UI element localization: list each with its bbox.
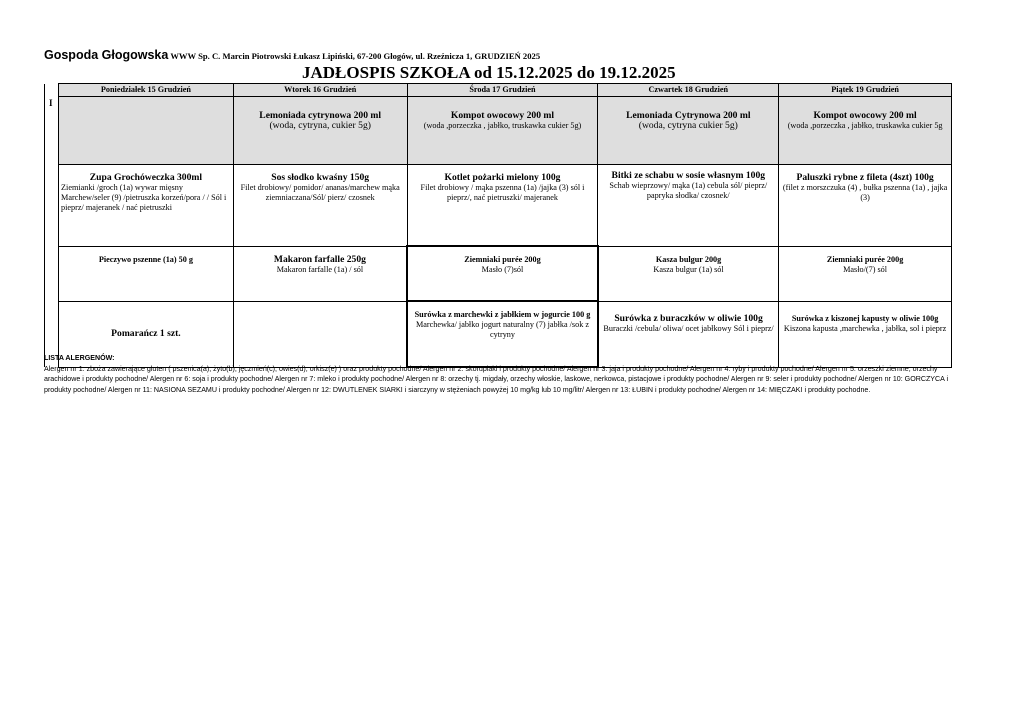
side-cell-mon (59, 246, 234, 301)
extra-title: Surówka z kiszonej kapusty w oliwie 100g (791, 313, 939, 323)
extra-desc: Marchewka/ jabłko jogurt naturalny (7) jabłka /sok z cytryny (415, 320, 589, 339)
day-header-mon: Poniedziałek 15 Grudzień (59, 84, 234, 97)
allergen-list (44, 353, 964, 395)
drink-cell-wed (407, 97, 598, 165)
side-title: Makaron farfalle 250g (273, 253, 366, 265)
main-cell-tue (233, 165, 407, 247)
side-desc: Kasza bulgur (1a) sól (653, 264, 724, 274)
menu-table (44, 83, 952, 368)
drink-cell-thu (598, 97, 779, 165)
main-title: Sos słodko kwaśny 150g (271, 172, 370, 183)
main-desc: Filet drobiowy / mąka pszenna (1a) /jajka (3) sól i pieprz/, nać pietruszki/ majeranek (420, 183, 585, 202)
side-desc: Makaron farfalle (1a) / sól (276, 264, 364, 274)
week-marker (45, 84, 59, 368)
brand-name: Gospoda Głogowska (44, 48, 169, 62)
drink-row (45, 97, 952, 165)
main-title: Paluszki rybne z fileta (4szt) 100g (796, 172, 934, 183)
main-dish-row (45, 165, 952, 247)
drink-title: Kompot owocowy 200 ml (450, 110, 555, 121)
side-title: Pieczywo pszenne (1a) 50 g (98, 254, 193, 264)
side-cell-thu (598, 246, 779, 301)
document-header (44, 46, 540, 64)
drink-title: Lemoniada Cytrynowa 200 ml (626, 110, 751, 121)
main-cell-mon (59, 165, 234, 247)
drink-title: Kompot owocowy 200 ml (813, 110, 917, 121)
extra-desc: Kiszona kapusta ,marchewka , jabłka, sol i pieprz (783, 323, 947, 333)
extra-title: Pomarańcz 1 szt. (111, 328, 181, 339)
main-title: Zupa Grochóweczka 300ml (89, 172, 203, 183)
main-cell-wed (407, 165, 598, 247)
main-cell-thu (598, 165, 779, 247)
drink-desc: (woda ,porzeczka , jabłko, truskawka cukier 5g) (423, 121, 582, 130)
allergen-text: Alergen nr 1: zboża zawierające gluten ( pszenica(a), żyto(b), jęczmień(c), owies(d), orkisz(e) ) oraz produkty pochodne/ Alergen nr 2: skorupiaki i produkty pochodne/ Alergen nr 3: jaja i produkty pochodne/ Alergen nr 4: ryby i produkty pochodne/ Alergen nr 5: orzeszki ziemne, orzechy arachidowe i produkty pochodne/ Alergen nr 6: soja i produkty pochodne/ Alergen nr 7: mleko i produkty pochodne/ Alergen nr 8: orzechy tj. migdały, orzechy włoskie, laskowe, nerkowca, pistacjowe i produkty pochodne/ Alergen nr 9: seler i produkty pochodne/ Alergen nr 10: GORCZYCA i produkty pochodne/ Alergen nr 11: NASIONA SEZAMU i produkty pochodne/ Alergen nr 12: DWUTLENEK SIARKI i siarczyny w stężeniach powyżej 10 mg/kg lub 10 mg/litr/ Alergen nr 13: ŁUBIN i produkty pochodne/ Alergen nr 14: MIĘCZAKI i produkty pochodne. (44, 364, 949, 394)
drink-cell-mon (59, 97, 234, 165)
side-cell-tue (233, 246, 407, 301)
drink-cell-fri (779, 97, 952, 165)
side-cell-fri (779, 246, 952, 301)
side-title: Ziemniaki purée 200g (826, 254, 904, 264)
main-desc: Filet drobiowy/ pomidor/ ananas/marchew mąka ziemniaczana/Sól/ pierz/ czosnek (240, 183, 400, 202)
side-dish-row (45, 246, 952, 301)
day-header-tue: Wtorek 16 Grudzień (233, 84, 407, 97)
side-desc: Masło (7)sól (481, 265, 524, 274)
drink-desc: (woda ,porzeczka , jabłko, truskawka cukier 5g (787, 121, 943, 130)
day-header-fri: Piątek 19 Grudzień (779, 84, 952, 97)
allergen-heading: LISTA ALERGENÓW: (44, 354, 115, 362)
company-info: WWW Sp. C. Marcin Piotrowski Łukasz Lipiński, 67-200 Głogów, ul. Rzeźnicza 1, GRUDZIEŃ 2025 (168, 51, 541, 61)
side-title: Ziemniaki purée 200g (464, 255, 541, 264)
side-title: Kasza bulgur 200g (655, 254, 722, 264)
main-desc: (filet z morszczuka (4) , bułka pszenna (1a) , jajka (3) (782, 183, 948, 202)
main-desc: Ziemianki /groch (1a) wywar mięsny Marchew/seler (9) /pietruszka korzeń/pora / / Sól i pieprz/ majeranek / nać pietruszki (61, 183, 227, 212)
main-desc: Schab wieprzowy/ mąka (1a) cebula sól/ pieprz/ papryka słodka/ czosnek/ (609, 181, 768, 200)
day-header-row (45, 84, 952, 97)
side-desc: Masło/(7) sól (843, 264, 888, 274)
extra-title: Surówka z buraczków w oliwie 100g (614, 312, 763, 324)
side-cell-wed (407, 246, 598, 301)
day-header-thu: Czwartek 18 Grudzień (598, 84, 779, 97)
main-title: Kotlet pożarki mielony 100g (444, 172, 561, 183)
menu-title: JADŁOSPIS SZKOŁA od 15.12.2025 do 19.12.2025 (302, 63, 676, 82)
drink-title: Lemoniada cytrynowa 200 ml (259, 110, 382, 121)
extra-title: Surówka z marchewki z jabłkiem w jogurcie 100 g (414, 310, 591, 319)
drink-cell-tue (233, 97, 407, 165)
drink-desc: (woda, cytryna, cukier 5g) (269, 120, 371, 131)
main-cell-fri (779, 165, 952, 247)
week-marker-label: I (49, 97, 53, 108)
main-title: Bitki ze schabu w sosie własnym 100g (611, 170, 766, 181)
drink-desc: (woda, cytryna cukier 5g) (638, 120, 738, 131)
day-header-wed: Środa 17 Grudzień (407, 84, 598, 97)
extra-desc: Buraczki /cebula/ oliwa/ ocet jabłkowy Sól i pieprz/ (603, 323, 774, 333)
